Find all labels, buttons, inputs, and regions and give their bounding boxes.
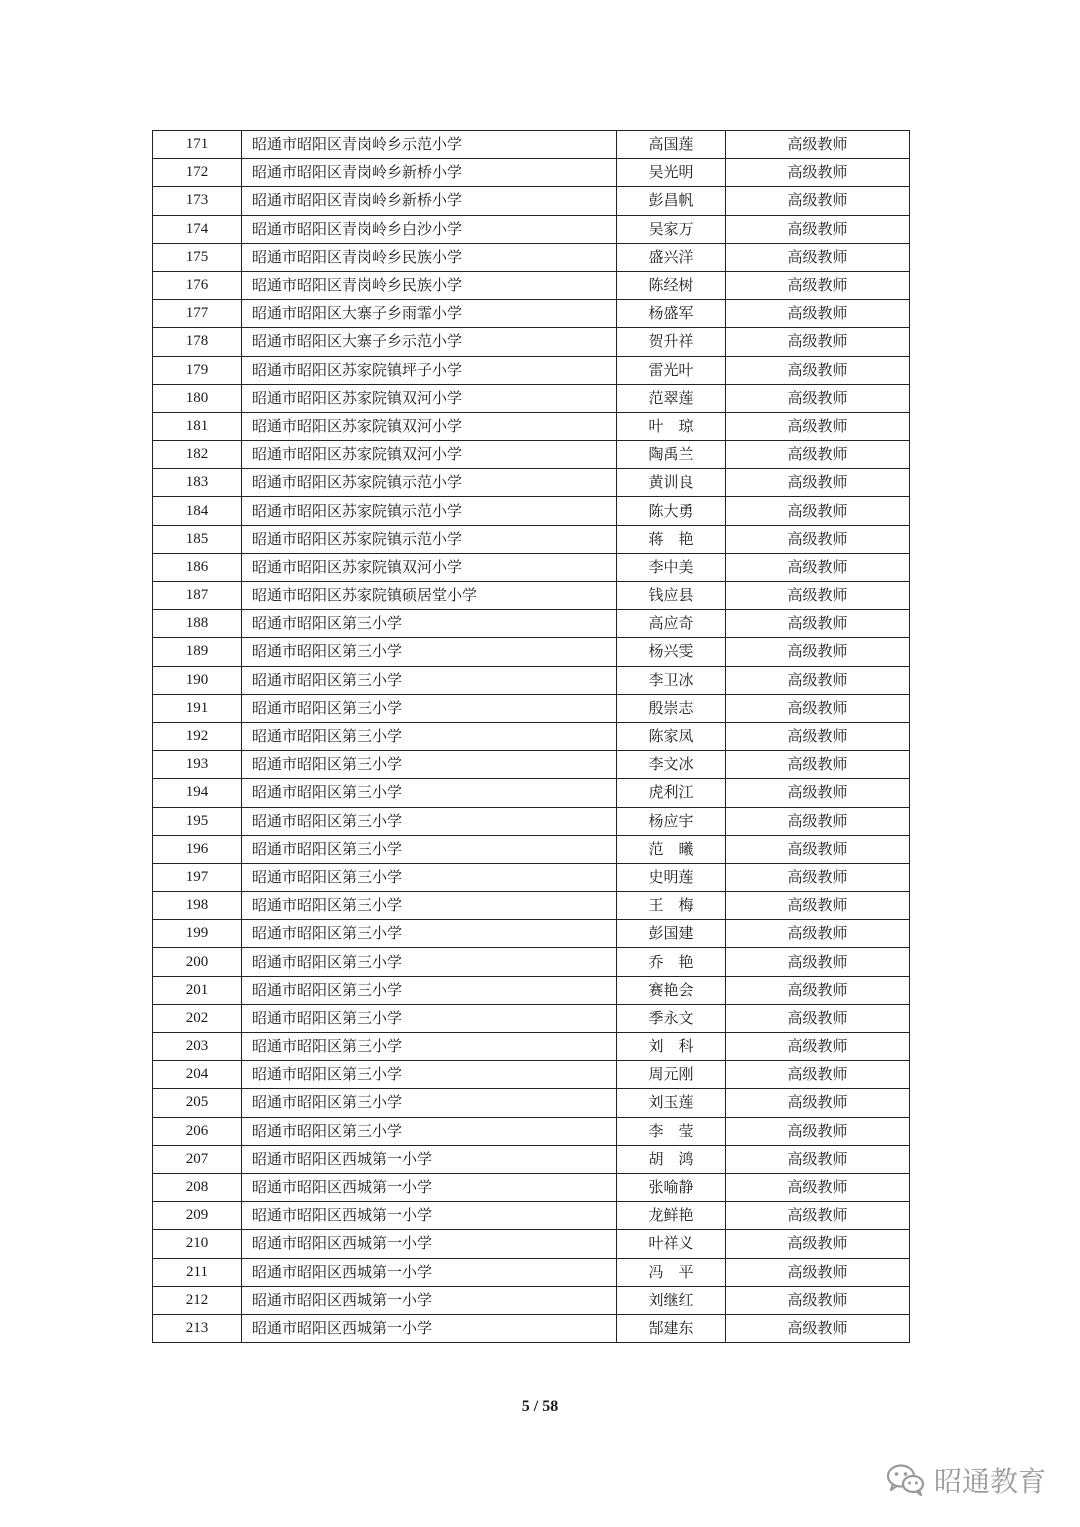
row-number-cell: 196 <box>153 835 242 863</box>
teacher-name-cell: 周元刚 <box>617 1061 726 1089</box>
watermark <box>886 1460 1046 1500</box>
row-number-cell: 183 <box>153 469 242 497</box>
table-row <box>153 215 910 243</box>
school-cell: 昭通市昭阳区第三小学 <box>242 694 617 722</box>
table-row <box>153 1004 910 1032</box>
teacher-name-cell: 杨兴雯 <box>617 638 726 666</box>
row-number-cell: 171 <box>153 131 242 159</box>
row-number-cell: 211 <box>153 1258 242 1286</box>
row-number-cell: 213 <box>153 1314 242 1342</box>
school-cell: 昭通市昭阳区大寨子乡雨霏小学 <box>242 300 617 328</box>
professional-title-cell: 高级教师 <box>726 751 910 779</box>
table-row <box>153 1117 910 1145</box>
teacher-name-cell: 杨盛军 <box>617 300 726 328</box>
table-row <box>153 638 910 666</box>
teacher-name-cell: 杨应宇 <box>617 807 726 835</box>
professional-title-cell: 高级教师 <box>726 694 910 722</box>
table-row <box>153 863 910 891</box>
teacher-name-cell: 刘继红 <box>617 1286 726 1314</box>
row-number-cell: 208 <box>153 1173 242 1201</box>
table-row <box>153 751 910 779</box>
teacher-name-cell: 高国莲 <box>617 131 726 159</box>
table-row <box>153 1286 910 1314</box>
teacher-name-cell: 陈家凤 <box>617 722 726 750</box>
school-cell: 昭通市昭阳区西城第一小学 <box>242 1173 617 1201</box>
teacher-name-cell: 陈经树 <box>617 271 726 299</box>
school-cell: 昭通市昭阳区苏家院镇示范小学 <box>242 497 617 525</box>
professional-title-cell: 高级教师 <box>726 1230 910 1258</box>
teacher-name-cell: 蒋 艳 <box>617 525 726 553</box>
professional-title-cell: 高级教师 <box>726 497 910 525</box>
professional-title-cell: 高级教师 <box>726 215 910 243</box>
professional-title-cell: 高级教师 <box>726 1117 910 1145</box>
school-cell: 昭通市昭阳区第三小学 <box>242 863 617 891</box>
school-cell: 昭通市昭阳区青岗岭乡示范小学 <box>242 131 617 159</box>
professional-title-cell: 高级教师 <box>726 1033 910 1061</box>
row-number-cell: 203 <box>153 1033 242 1061</box>
school-cell: 昭通市昭阳区第三小学 <box>242 1061 617 1089</box>
table-row <box>153 1258 910 1286</box>
row-number-cell: 175 <box>153 243 242 271</box>
school-cell: 昭通市昭阳区第三小学 <box>242 638 617 666</box>
table-row <box>153 243 910 271</box>
row-number-cell: 192 <box>153 722 242 750</box>
professional-title-cell: 高级教师 <box>726 412 910 440</box>
row-number-cell: 198 <box>153 892 242 920</box>
school-cell: 昭通市昭阳区苏家院镇示范小学 <box>242 469 617 497</box>
professional-title-cell: 高级教师 <box>726 1089 910 1117</box>
school-cell: 昭通市昭阳区西城第一小学 <box>242 1314 617 1342</box>
table-row <box>153 469 910 497</box>
professional-title-cell: 高级教师 <box>726 1004 910 1032</box>
teacher-name-cell: 赛艳会 <box>617 976 726 1004</box>
professional-title-cell: 高级教师 <box>726 976 910 1004</box>
school-cell: 昭通市昭阳区大寨子乡示范小学 <box>242 328 617 356</box>
school-cell: 昭通市昭阳区第三小学 <box>242 1033 617 1061</box>
school-cell: 昭通市昭阳区第三小学 <box>242 976 617 1004</box>
teacher-name-cell: 范 曦 <box>617 835 726 863</box>
table-row <box>153 976 910 1004</box>
teacher-name-cell: 吴家万 <box>617 215 726 243</box>
teacher-name-cell: 冯 平 <box>617 1258 726 1286</box>
school-cell: 昭通市昭阳区第三小学 <box>242 892 617 920</box>
table-row <box>153 892 910 920</box>
wechat-icon <box>886 1463 926 1497</box>
school-cell: 昭通市昭阳区苏家院镇双河小学 <box>242 412 617 440</box>
teacher-name-cell: 史明莲 <box>617 863 726 891</box>
teacher-name-cell: 张喻静 <box>617 1173 726 1201</box>
school-cell: 昭通市昭阳区西城第一小学 <box>242 1145 617 1173</box>
school-cell: 昭通市昭阳区第三小学 <box>242 666 617 694</box>
table-row <box>153 1061 910 1089</box>
table-row <box>153 384 910 412</box>
professional-title-cell: 高级教师 <box>726 863 910 891</box>
professional-title-cell: 高级教师 <box>726 666 910 694</box>
school-cell: 昭通市昭阳区第三小学 <box>242 835 617 863</box>
teacher-name-cell: 李文冰 <box>617 751 726 779</box>
teacher-name-cell: 范翠莲 <box>617 384 726 412</box>
table-row <box>153 1202 910 1230</box>
table-row <box>153 1230 910 1258</box>
professional-title-cell: 高级教师 <box>726 469 910 497</box>
professional-title-cell: 高级教师 <box>726 300 910 328</box>
school-cell: 昭通市昭阳区青岗岭乡民族小学 <box>242 271 617 299</box>
row-number-cell: 188 <box>153 610 242 638</box>
professional-title-cell: 高级教师 <box>726 920 910 948</box>
school-cell: 昭通市昭阳区西城第一小学 <box>242 1258 617 1286</box>
row-number-cell: 179 <box>153 356 242 384</box>
table-row <box>153 807 910 835</box>
school-cell: 昭通市昭阳区第三小学 <box>242 722 617 750</box>
professional-title-cell: 高级教师 <box>726 159 910 187</box>
teacher-name-cell: 陈大勇 <box>617 497 726 525</box>
teacher-name-cell: 陶禹兰 <box>617 441 726 469</box>
row-number-cell: 172 <box>153 159 242 187</box>
teacher-roster-table <box>152 130 910 1343</box>
professional-title-cell: 高级教师 <box>726 807 910 835</box>
row-number-cell: 190 <box>153 666 242 694</box>
professional-title-cell: 高级教师 <box>726 1314 910 1342</box>
school-cell: 昭通市昭阳区苏家院镇硕居堂小学 <box>242 582 617 610</box>
professional-title-cell: 高级教师 <box>726 328 910 356</box>
school-cell: 昭通市昭阳区青岗岭乡新桥小学 <box>242 159 617 187</box>
teacher-name-cell: 胡 鸿 <box>617 1145 726 1173</box>
row-number-cell: 184 <box>153 497 242 525</box>
professional-title-cell: 高级教师 <box>726 779 910 807</box>
professional-title-cell: 高级教师 <box>726 356 910 384</box>
teacher-name-cell: 刘 科 <box>617 1033 726 1061</box>
teacher-name-cell: 雷光叶 <box>617 356 726 384</box>
row-number-cell: 210 <box>153 1230 242 1258</box>
row-number-cell: 204 <box>153 1061 242 1089</box>
table-row <box>153 694 910 722</box>
school-cell: 昭通市昭阳区西城第一小学 <box>242 1286 617 1314</box>
table-row <box>153 497 910 525</box>
table-row <box>153 553 910 581</box>
professional-title-cell: 高级教师 <box>726 948 910 976</box>
table-row <box>153 187 910 215</box>
teacher-name-cell: 殷崇志 <box>617 694 726 722</box>
school-cell: 昭通市昭阳区苏家院镇双河小学 <box>242 441 617 469</box>
row-number-cell: 212 <box>153 1286 242 1314</box>
professional-title-cell: 高级教师 <box>726 271 910 299</box>
school-cell: 昭通市昭阳区第三小学 <box>242 948 617 976</box>
teacher-name-cell: 刘玉莲 <box>617 1089 726 1117</box>
school-cell: 昭通市昭阳区青岗岭乡白沙小学 <box>242 215 617 243</box>
teacher-name-cell: 王 梅 <box>617 892 726 920</box>
professional-title-cell: 高级教师 <box>726 638 910 666</box>
row-number-cell: 205 <box>153 1089 242 1117</box>
teacher-name-cell: 叶 琼 <box>617 412 726 440</box>
school-cell: 昭通市昭阳区苏家院镇双河小学 <box>242 553 617 581</box>
school-cell: 昭通市昭阳区西城第一小学 <box>242 1230 617 1258</box>
roster-table-body <box>153 131 910 1343</box>
watermark-text: 昭通教育 <box>933 1465 1046 1498</box>
table-row <box>153 835 910 863</box>
table-row <box>153 159 910 187</box>
row-number-cell: 202 <box>153 1004 242 1032</box>
teacher-name-cell: 龙鲜艳 <box>617 1202 726 1230</box>
table-row <box>153 441 910 469</box>
school-cell: 昭通市昭阳区第三小学 <box>242 807 617 835</box>
school-cell: 昭通市昭阳区苏家院镇坪子小学 <box>242 356 617 384</box>
row-number-cell: 178 <box>153 328 242 356</box>
row-number-cell: 207 <box>153 1145 242 1173</box>
school-cell: 昭通市昭阳区青岗岭乡民族小学 <box>242 243 617 271</box>
professional-title-cell: 高级教师 <box>726 610 910 638</box>
row-number-cell: 197 <box>153 863 242 891</box>
page-number: 5 / 58 <box>521 1398 559 1415</box>
table-row <box>153 920 910 948</box>
table-row <box>153 271 910 299</box>
teacher-name-cell: 叶祥义 <box>617 1230 726 1258</box>
table-row <box>153 131 910 159</box>
table-row <box>153 1314 910 1342</box>
table-row <box>153 328 910 356</box>
school-cell: 昭通市昭阳区第三小学 <box>242 920 617 948</box>
professional-title-cell: 高级教师 <box>726 1202 910 1230</box>
teacher-name-cell: 季永文 <box>617 1004 726 1032</box>
professional-title-cell: 高级教师 <box>726 1286 910 1314</box>
row-number-cell: 193 <box>153 751 242 779</box>
table-row <box>153 610 910 638</box>
professional-title-cell: 高级教师 <box>726 1145 910 1173</box>
professional-title-cell: 高级教师 <box>726 187 910 215</box>
row-number-cell: 176 <box>153 271 242 299</box>
professional-title-cell: 高级教师 <box>726 1258 910 1286</box>
row-number-cell: 185 <box>153 525 242 553</box>
row-number-cell: 191 <box>153 694 242 722</box>
professional-title-cell: 高级教师 <box>726 553 910 581</box>
table-row <box>153 1033 910 1061</box>
professional-title-cell: 高级教师 <box>726 1173 910 1201</box>
school-cell: 昭通市昭阳区第三小学 <box>242 751 617 779</box>
teacher-name-cell: 黄训良 <box>617 469 726 497</box>
school-cell: 昭通市昭阳区第三小学 <box>242 779 617 807</box>
school-cell: 昭通市昭阳区第三小学 <box>242 1004 617 1032</box>
professional-title-cell: 高级教师 <box>726 722 910 750</box>
row-number-cell: 194 <box>153 779 242 807</box>
teacher-name-cell: 乔 艳 <box>617 948 726 976</box>
table-row <box>153 525 910 553</box>
teacher-name-cell: 盛兴洋 <box>617 243 726 271</box>
row-number-cell: 206 <box>153 1117 242 1145</box>
professional-title-cell: 高级教师 <box>726 582 910 610</box>
table-row <box>153 356 910 384</box>
school-cell: 昭通市昭阳区第三小学 <box>242 1089 617 1117</box>
row-number-cell: 201 <box>153 976 242 1004</box>
row-number-cell: 187 <box>153 582 242 610</box>
row-number-cell: 180 <box>153 384 242 412</box>
teacher-name-cell: 虎利江 <box>617 779 726 807</box>
table-row <box>153 722 910 750</box>
professional-title-cell: 高级教师 <box>726 384 910 412</box>
school-cell: 昭通市昭阳区苏家院镇示范小学 <box>242 525 617 553</box>
row-number-cell: 195 <box>153 807 242 835</box>
row-number-cell: 186 <box>153 553 242 581</box>
teacher-name-cell: 郜建东 <box>617 1314 726 1342</box>
table-row <box>153 300 910 328</box>
professional-title-cell: 高级教师 <box>726 525 910 553</box>
table-row <box>153 412 910 440</box>
teacher-name-cell: 钱应县 <box>617 582 726 610</box>
row-number-cell: 173 <box>153 187 242 215</box>
professional-title-cell: 高级教师 <box>726 441 910 469</box>
row-number-cell: 200 <box>153 948 242 976</box>
professional-title-cell: 高级教师 <box>726 243 910 271</box>
teacher-name-cell: 李 莹 <box>617 1117 726 1145</box>
row-number-cell: 181 <box>153 412 242 440</box>
table-row <box>153 1089 910 1117</box>
teacher-name-cell: 彭国建 <box>617 920 726 948</box>
table-row <box>153 948 910 976</box>
professional-title-cell: 高级教师 <box>726 131 910 159</box>
teacher-name-cell: 李卫冰 <box>617 666 726 694</box>
table-row <box>153 666 910 694</box>
professional-title-cell: 高级教师 <box>726 1061 910 1089</box>
row-number-cell: 174 <box>153 215 242 243</box>
row-number-cell: 189 <box>153 638 242 666</box>
table-row <box>153 582 910 610</box>
teacher-name-cell: 贺升祥 <box>617 328 726 356</box>
school-cell: 昭通市昭阳区青岗岭乡新桥小学 <box>242 187 617 215</box>
teacher-name-cell: 彭昌帆 <box>617 187 726 215</box>
teacher-name-cell: 吴光明 <box>617 159 726 187</box>
row-number-cell: 209 <box>153 1202 242 1230</box>
row-number-cell: 182 <box>153 441 242 469</box>
teacher-name-cell: 高应奇 <box>617 610 726 638</box>
table-row <box>153 1145 910 1173</box>
row-number-cell: 199 <box>153 920 242 948</box>
school-cell: 昭通市昭阳区西城第一小学 <box>242 1202 617 1230</box>
professional-title-cell: 高级教师 <box>726 835 910 863</box>
teacher-name-cell: 李中美 <box>617 553 726 581</box>
table-row <box>153 779 910 807</box>
school-cell: 昭通市昭阳区第三小学 <box>242 610 617 638</box>
table-row <box>153 1173 910 1201</box>
professional-title-cell: 高级教师 <box>726 892 910 920</box>
school-cell: 昭通市昭阳区苏家院镇双河小学 <box>242 384 617 412</box>
school-cell: 昭通市昭阳区第三小学 <box>242 1117 617 1145</box>
row-number-cell: 177 <box>153 300 242 328</box>
